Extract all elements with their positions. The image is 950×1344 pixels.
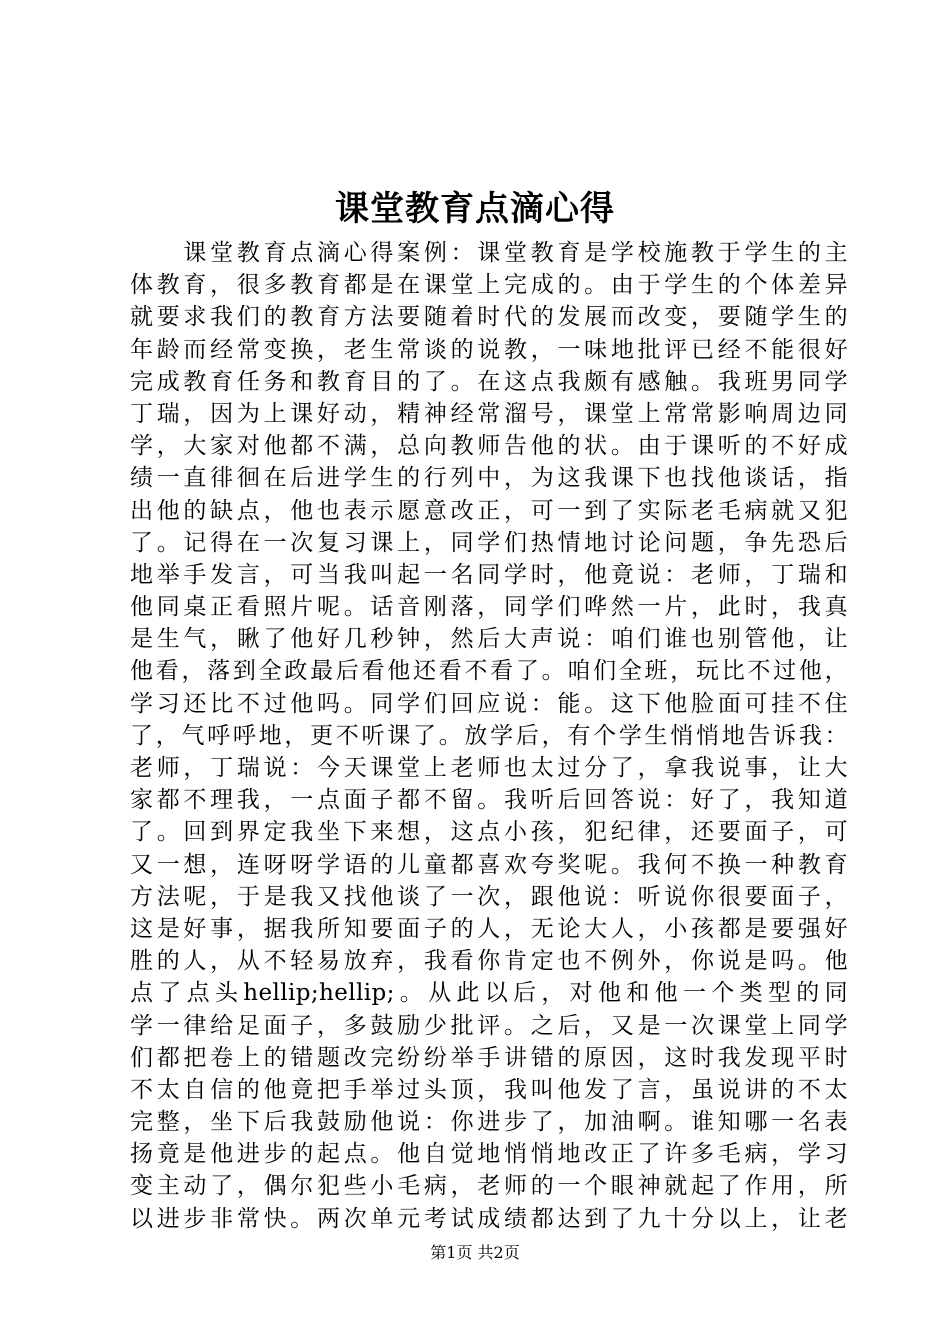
body-line: 完整，坐下后我鼓励他说：你进步了，加油啊。谁知哪一名表 [130,1109,848,1136]
body-line: 扬竟是他进步的起点。他自觉地悄悄地改正了许多毛病，学习 [130,1141,848,1168]
body-line: 他看，落到全政最后看他还看不看了。咱们全班，玩比不过他， [130,658,848,685]
body-line: 是生气，瞅了他好几秒钟，然后大声说：咱们谁也别管他，让 [130,626,848,653]
body-line: 家都不理我，一点面子都不留。我听后回答说：好了，我知道 [130,787,848,814]
body-line: 学，大家对他都不满，总向教师告他的状。由于课听的不好成 [130,433,848,460]
body-line: 又一想，连呀呀学语的儿童都喜欢夸奖呢。我何不换一种教育 [130,851,848,878]
body-line: 丁瑞，因为上课好动，精神经常溜号，课堂上常常影响周边同 [130,400,848,427]
body-line: 了，气呼呼地，更不听课了。放学后，有个学生悄悄地告诉我： [130,722,848,749]
body-line: 学一律给足面子，多鼓励少批评。之后，又是一次课堂上同学 [130,1012,848,1039]
body-line: 不太自信的他竟把手举过头顶，我叫他发了言，虽说讲的不太 [130,1076,848,1103]
body-line: 了。回到界定我坐下来想，这点小孩，犯纪律，还要面子，可 [130,819,848,846]
document-body [130,237,848,1235]
body-line: 这是好事，据我所知要面子的人，无论大人，小孩都是要强好 [130,915,848,942]
body-line: 们都把卷上的错题改完纷纷举手讲错的原因，这时我发现平时 [130,1044,848,1071]
page-footer: 第1页 共2页 [430,1243,520,1262]
body-line: 方法呢，于是我又找他谈了一次，跟他说：听说你很要面子， [130,883,848,910]
body-line: 了。记得在一次复习课上，同学们热情地讨论问题，争先恐后 [130,529,848,556]
body-line: 地举手发言，可当我叫起一名同学时，他竟说：老师，丁瑞和 [130,561,848,588]
body-line: 出他的缺点，他也表示愿意改正，可一到了实际老毛病就又犯 [130,497,848,524]
body-line: 他同桌正看照片呢。话音刚落，同学们哗然一片，此时，我真 [130,594,848,621]
body-line: 课堂教育点滴心得案例：课堂教育是学校施教于学生的主 [130,240,848,266]
page-title: 课堂教育点滴心得 [335,189,615,229]
body-line: 老师，丁瑞说：今天课堂上老师也太过分了，拿我说事，让大 [130,755,848,781]
body-line: 体教育，很多教育都是在课堂上完成的。由于学生的个体差异 [130,272,848,299]
body-line: 年龄而经常变换，老生常谈的说教，一味地批评已经不能很好 [130,336,848,363]
body-line: 变主动了，偶尔犯些小毛病，老师的一个眼神就起了作用，所 [130,1173,848,1200]
body-line: 胜的人，从不轻易放弃，我看你肯定也不例外，你说是吗。他 [130,948,848,975]
body-line: 完成教育任务和教育目的了。在这点我颇有感触。我班男同学 [130,368,848,395]
body-line: 点了点头hellip;hellip;。从此以后，对他和他一个类型的同 [130,980,848,1007]
body-line: 绩一直徘徊在后进学生的行列中，为这我课下也找他谈话，指 [130,465,848,492]
body-line: 以进步非常快。两次单元考试成绩都达到了九十分以上，让老 [130,1205,848,1232]
body-line: 就要求我们的教育方法要随着时代的发展而改变，要随学生的 [130,304,848,331]
body-line: 学习还比不过他吗。同学们回应说：能。这下他脸面可挂不住 [130,690,848,717]
